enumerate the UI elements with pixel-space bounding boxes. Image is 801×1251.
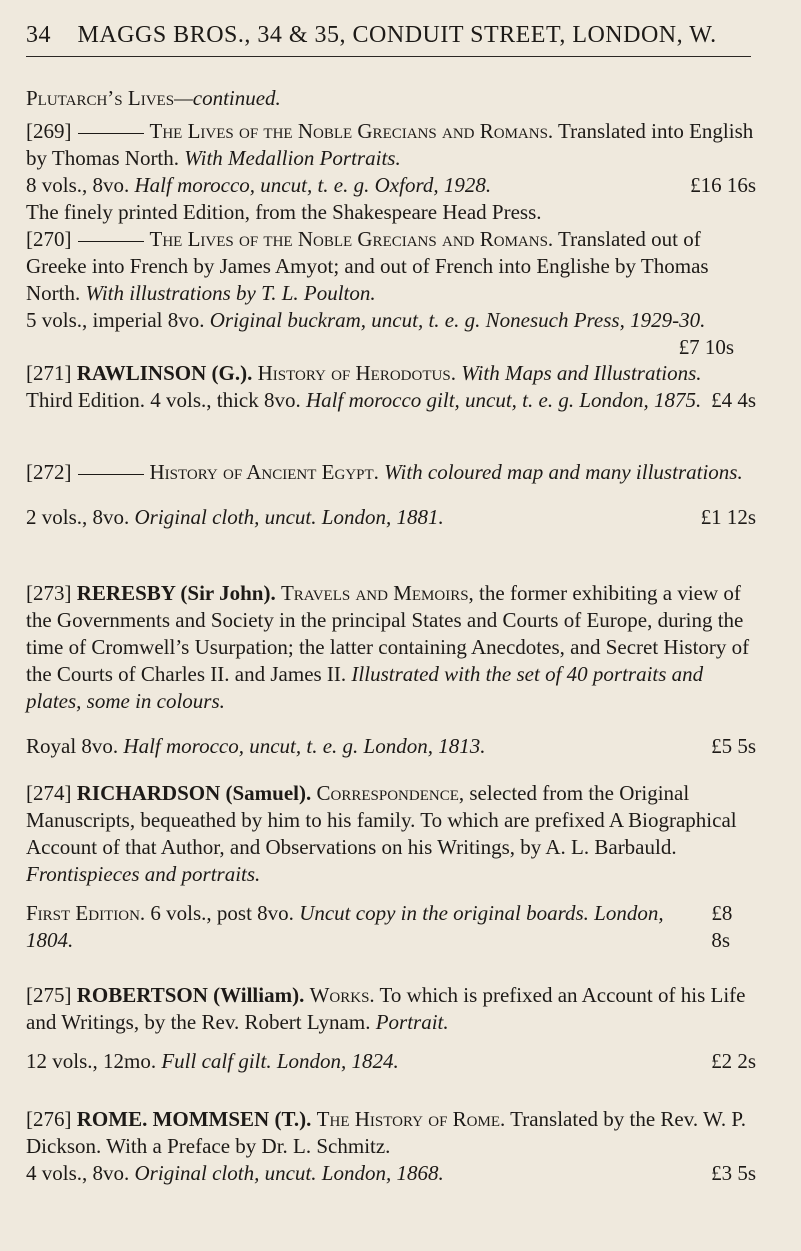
catalogue-entry-274: [274] RICHARDSON (Samuel). Correspondence, selected from the Original Manuscripts, bequeathed by him to his family. To which are prefixed A Biographical Account of that Author, and Observations on his Writings, by A. L. Barbauld. Frontispieces and portraits. First Edition. 6 vols., post 8vo. Uncut copy in the original boards. London, 1804. £8 8s xyxy=(26,781,737,952)
catalogue-entry-269: [269] The Lives of the Noble Grecians and Romans. Translated into English by Thomas North. With Medallion Portraits. 8 vols., 8vo. Half morocco, uncut, t. e. g. Oxford, 1928. £16 16s The finely printed Edition, from the Shakespeare Head Press. xyxy=(26,119,756,224)
header-rule xyxy=(26,56,751,57)
section-title: Plutarch’s Lives—continued. xyxy=(26,86,281,110)
catalogue-entry-276: [276] ROME. MOMMSEN (T.). The History of Rome. Translated by the Rev. W. P. Dickson. With a Preface by Dr. L. Schmitz. 4 vols., 8vo. Original cloth, uncut. London, 1868. £3 5s xyxy=(26,1107,756,1185)
catalogue-entry-270: [270] The Lives of the Noble Grecians and Romans. Translated out of Greeke into French by James Amyot; and out of French into Englishe by Thomas North. With illustrations by T. L. Poulton. 5 vols., imperial 8vo. Original buckram, uncut, t. e. g. Nonesuch Press, 1929-30. £7 10s xyxy=(26,227,734,359)
running-head xyxy=(26,22,766,49)
catalogue-title: MAGGS BROS., 34 & 35, CONDUIT STREET, LONDON, W. xyxy=(77,22,717,48)
catalogue-entry-272: [272] History of Ancient Egypt. With coloured map and many illustrations. 2 vols., 8vo. Original cloth, uncut. London, 1881. £1 12s xyxy=(26,460,756,529)
catalogue-entry-273: [273] RERESBY (Sir John). Travels and Memoirs, the former exhibiting a view of the Governments and Society in the principal States and Courts of Europe, during the time of Cromwell’s Usurpation; the latter containing Anecdotes, and Secret History of the Courts of Charles II. and James II. Illustrated with the set of 40 portraits and plates, some in colours. Royal 8vo. Half morocco, uncut, t. e. g. London, 1813. £5 5s xyxy=(26,581,756,758)
catalogue-entry-271: [271] RAWLINSON (G.). History of Herodotus. With Maps and Illustrations. Third Edition. 4 vols., thick 8vo. Half morocco gilt, uncut, t. e. g. London, 1875. £4 4s xyxy=(26,361,756,412)
catalogue-entry-275: [275] ROBERTSON (William). Works. To which is prefixed an Account of his Life and Writings, by the Rev. Robert Lynam. Portrait. 12 vols., 12mo. Full calf gilt. London, 1824. £2 2s xyxy=(26,983,756,1073)
page-number: 34 xyxy=(26,22,51,48)
